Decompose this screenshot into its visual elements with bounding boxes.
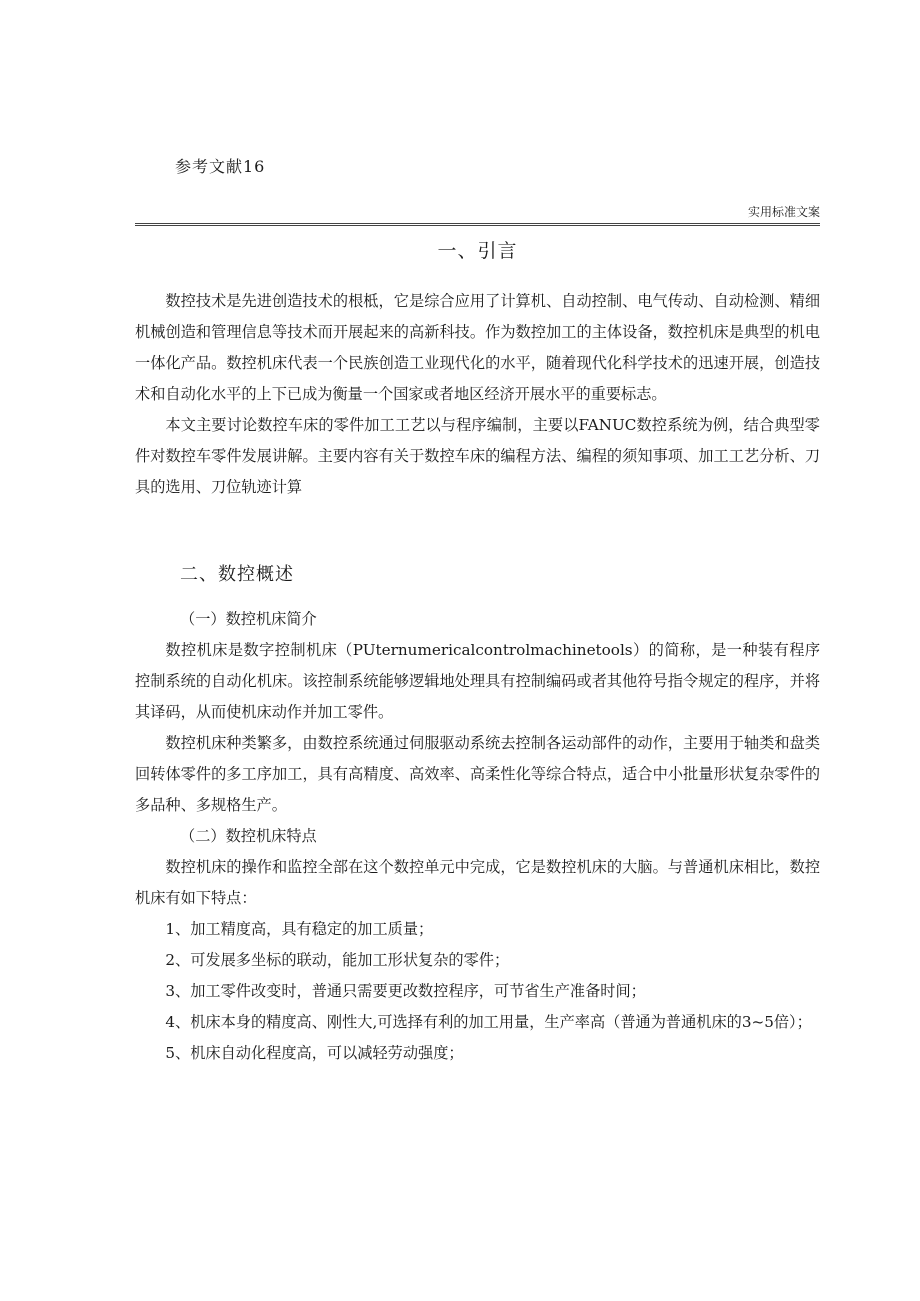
section2-body — [135, 604, 820, 1069]
subsection2-title: （二）数控机床特点 — [180, 827, 317, 845]
feature-list-item: 2、可发展多坐标的联动，能加工形状复杂的零件； — [165, 951, 510, 969]
section1-title: 一、引言 — [437, 240, 518, 262]
subsection1-title: （一）数控机床简介 — [180, 610, 317, 628]
subsection1-paragraph: 数控机床种类繁多，由数控系统通过伺服驱动系统去控制各运动部件的动作，主要用于轴类和盘类回转体零件的多工序加工，具有高精度、高效率、高柔性化等综合特点，适合中小批量形状复杂零件的多品种、多规格生产。 — [135, 734, 820, 814]
reference-label: 参考文献16 — [175, 157, 266, 176]
feature-list-item: 3、加工零件改变时，普通只需要更改数控程序，可节省生产准备时间； — [165, 982, 646, 1000]
section2-title: 二、数控概述 — [180, 564, 294, 585]
header-divider — [135, 223, 820, 226]
feature-list-item: 5、机床自动化程度高，可以减轻劳动强度； — [165, 1044, 464, 1062]
feature-list-item: 4、机床本身的精度高、刚性大,可选择有利的加工用量，生产率高（普通为普通机床的3~5倍）； — [165, 1013, 812, 1031]
section1-paragraph: 本文主要讨论数控车床的零件加工工艺以与程序编制，主要以FANUC数控系统为例，结合典型零件对数控车零件发展讲解。主要内容有关于数控车床的编程方法、编程的须知事项、加工工艺分析、刀具的选用、刀位轨迹计算 — [135, 416, 820, 496]
subsection1-paragraph: 数控机床是数字控制机床（PUternumericalcontrolmachinetools）的简称，是一种装有程序控制系统的自动化机床。该控制系统能够逻辑地处理具有控制编码或者其他符号指令规定的程序，并将其译码，从而使机床动作并加工零件。 — [135, 641, 820, 721]
subsection2-intro: 数控机床的操作和监控全部在这个数控单元中完成，它是数控机床的大脑。与普通机床相比，数控机床有如下特点： — [135, 858, 820, 907]
section1-paragraph: 数控技术是先进创造技术的根柢，它是综合应用了计算机、自动控制、电气传动、自动检测、精细机械创造和管理信息等技术而开展起来的高新科技。作为数控加工的主体设备，数控机床是典型的机电一体化产品。数控机床代表一个民族创造工业现代化的水平，随着现代化科学技术的迅速开展，创造技术和自动化水平的上下已成为衡量一个国家或者地区经济开展水平的重要标志。 — [135, 292, 820, 403]
header-right-label: 实用标准文案 — [747, 205, 820, 219]
feature-list-item: 1、加工精度高，具有稳定的加工质量； — [165, 920, 434, 938]
section1-body — [135, 286, 820, 503]
